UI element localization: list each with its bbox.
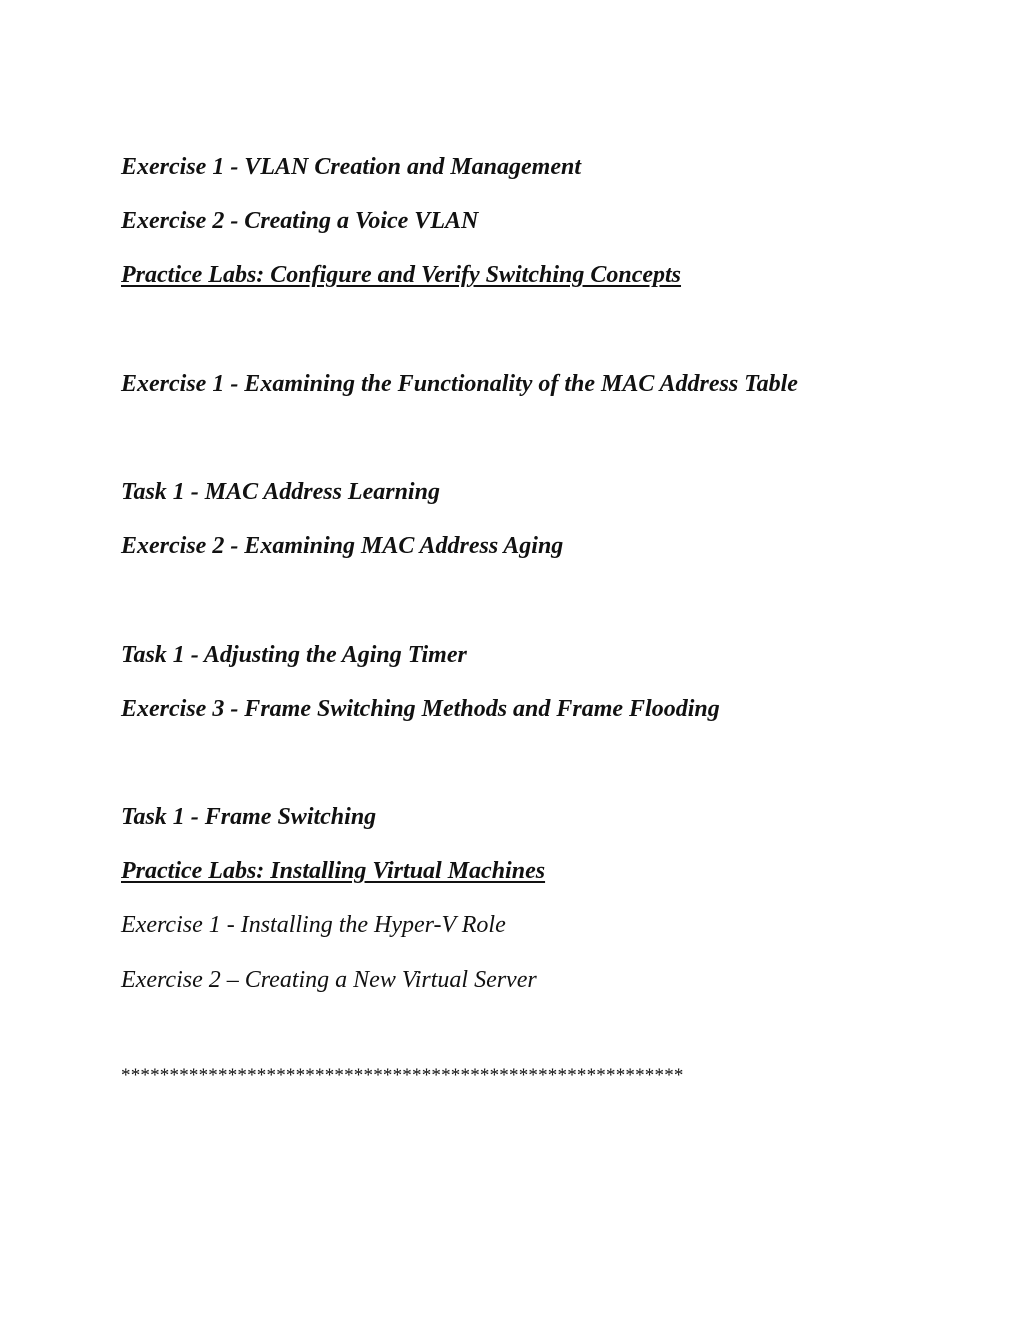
exercise-vlan-creation: Exercise 1 - VLAN Creation and Management — [121, 154, 582, 180]
exercise-mac-table: Exercise 1 - Examining the Functionality of the MAC Address Table — [121, 371, 798, 397]
exercise-new-virtual-server: Exercise 2 – Creating a New Virtual Server — [121, 967, 537, 993]
exercise-frame-switching-methods: Exercise 3 - Frame Switching Methods and Frame Flooding — [121, 696, 720, 722]
task-aging-timer: Task 1 - Adjusting the Aging Timer — [121, 642, 467, 668]
task-mac-learning: Task 1 - MAC Address Learning — [121, 479, 440, 505]
task-frame-switching: Task 1 - Frame Switching — [121, 804, 377, 830]
exercise-mac-aging: Exercise 2 - Examining MAC Address Aging — [121, 533, 564, 559]
section-heading-switching-concepts: Practice Labs: Configure and Verify Switching Concepts — [121, 262, 682, 288]
exercise-voice-vlan: Exercise 2 - Creating a Voice VLAN — [121, 208, 479, 234]
exercise-hyper-v-role: Exercise 1 - Installing the Hyper-V Role — [121, 912, 506, 938]
asterisk-separator: ********************************************************** — [121, 1065, 684, 1086]
section-heading-virtual-machines: Practice Labs: Installing Virtual Machines — [121, 858, 546, 884]
